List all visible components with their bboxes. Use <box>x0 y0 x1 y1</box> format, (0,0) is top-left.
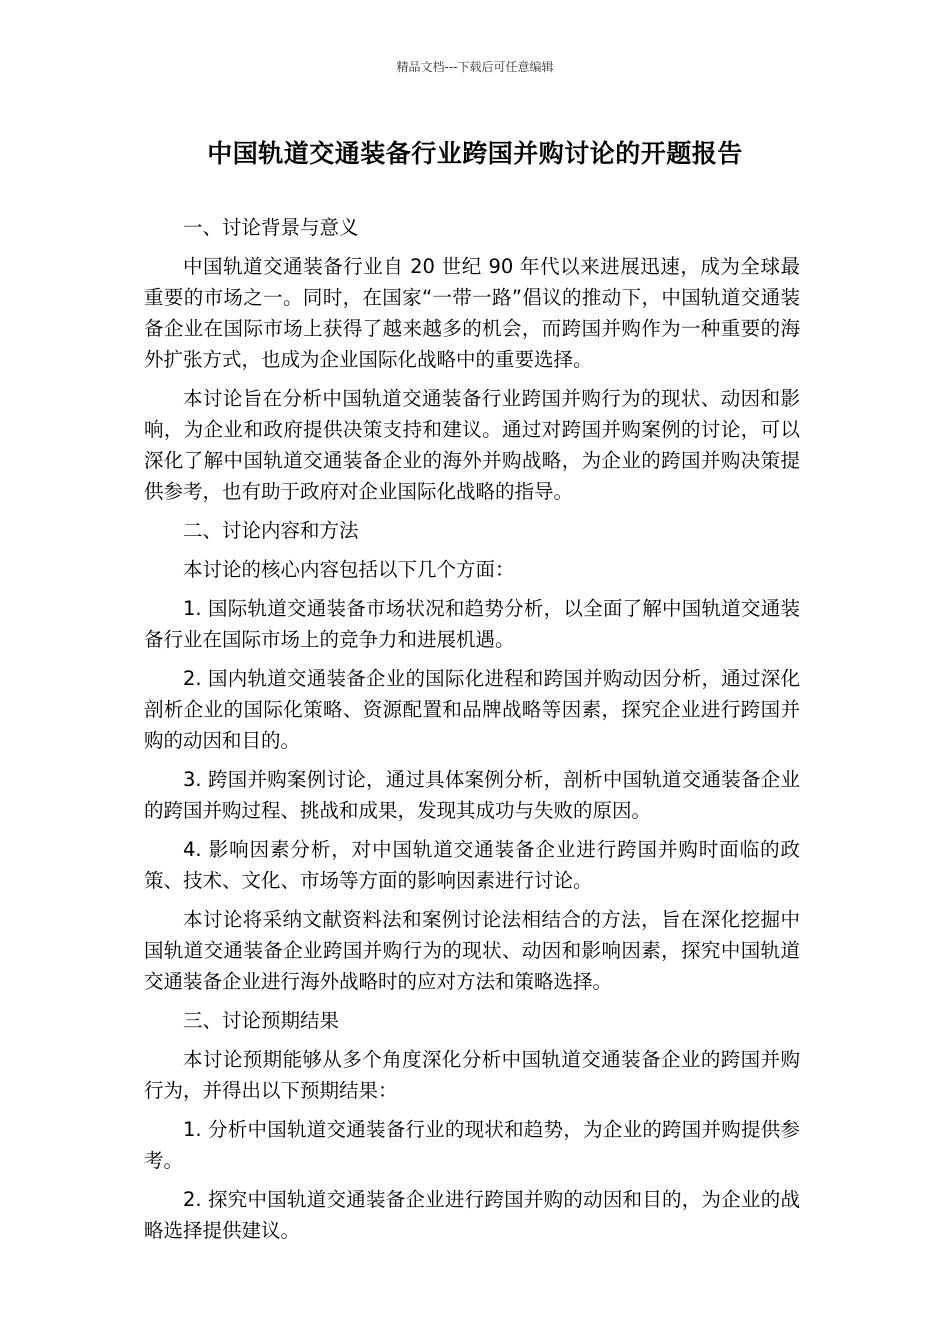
list-item: 2. 探究中国轨道交通装备企业进行跨国并购的动因和目的，为企业的战略选择提供建议。 <box>144 1188 800 1242</box>
header-note: 精品文档---下载后可任意编辑 <box>396 60 554 74</box>
list-item: 4. 影响因素分析，对中国轨道交通装备企业进行跨国并购时面临的政策、技术、文化、市场等方面的影响因素进行讨论。 <box>144 838 800 892</box>
list-item: 1. 分析中国轨道交通装备行业的现状和趋势，为企业的跨国并购提供参考。 <box>144 1118 800 1172</box>
list-item: 1. 国际轨道交通装备市场状况和趋势分析，以全面了解中国轨道交通装备行业在国际市场上的竞争力和进展机遇。 <box>144 597 800 651</box>
document-title: 中国轨道交通装备行业跨国并购讨论的开题报告 <box>207 139 743 168</box>
body-paragraph: 本讨论将采纳文献资料法和案例讨论法相结合的方法，旨在深化挖掘中国轨道交通装备企业跨国并购行为的现状、动因和影响因素，探究中国轨道交通装备企业进行海外战略时的应对方法和策略选择。 <box>144 908 800 993</box>
section-heading-expected-results: 三、讨论预期结果 <box>183 1009 340 1032</box>
body-paragraph: 本讨论预期能够从多个角度深化分析中国轨道交通装备企业的跨国并购行为，并得出以下预期结果： <box>144 1048 800 1102</box>
list-item: 3. 跨国并购案例讨论，通过具体案例分析，剖析中国轨道交通装备企业的跨国并购过程、挑战和成果，发现其成功与失败的原因。 <box>144 768 800 822</box>
body-paragraph: 本讨论旨在分析中国轨道交通装备行业跨国并购行为的现状、动因和影响，为企业和政府提供决策支持和建议。通过对跨国并购案例的讨论，可以深化了解中国轨道交通装备企业的海外并购战略，为企业的跨国并购决策提供参考，也有助于政府对企业国际化战略的指导。 <box>144 387 800 503</box>
document-body <box>144 212 800 1254</box>
body-paragraph: 本讨论的核心内容包括以下几个方面： <box>183 558 515 581</box>
body-paragraph: 中国轨道交通装备行业自 20 世纪 90 年代以来进展迅速，成为全球最重要的市场之一。同时，在国家“一带一路”倡议的推动下，中国轨道交通装备企业在国际市场上获得了越来越多的机会，而跨国并购作为一种重要的海外扩张方式，也成为企业国际化战略中的重要选择。 <box>144 255 800 371</box>
section-heading-background: 一、讨论背景与意义 <box>183 216 359 239</box>
list-item: 2. 国内轨道交通装备企业的国际化进程和跨国并购动因分析，通过深化剖析企业的国际化策略、资源配置和品牌战略等因素，探究企业进行跨国并购的动因和目的。 <box>144 667 800 752</box>
section-heading-content-method: 二、讨论内容和方法 <box>183 519 359 542</box>
